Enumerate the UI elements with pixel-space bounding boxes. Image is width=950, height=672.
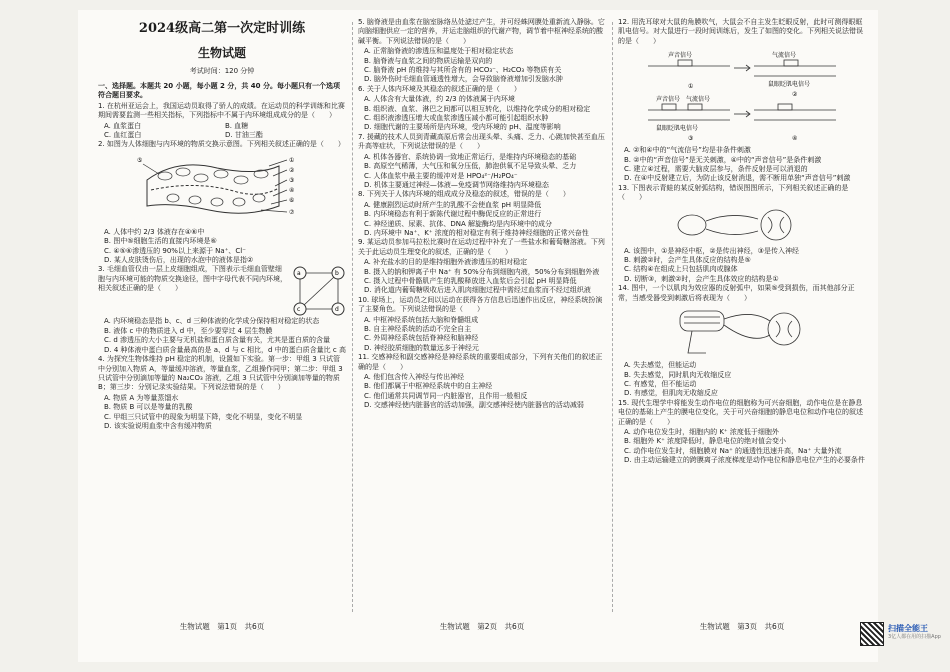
scanner-subtitle: 3亿人都在用的扫描App (888, 634, 941, 641)
page-footer: 生物试题 第2页 共6页 (439, 622, 525, 631)
node-label: b (335, 270, 339, 278)
diagram-label: ② (289, 166, 295, 174)
option: A. 物质 A 为等量蒸馏水 (104, 393, 179, 402)
option: D. 由主动运输建立的跨膜离子浓度梯度是动作电位和静息电位产生的必要条件 (624, 456, 865, 465)
signal-label: 鼠眼眨肌电信号 (656, 125, 699, 133)
scanner-label: 扫描全能王 (888, 624, 928, 633)
signal-label: 鼠眼眨肌电信号 (768, 81, 811, 89)
option: C. 动作电位发生时，细胞膜对 Na⁺ 的通透性迅速升高，Na⁺ 大量外流 (624, 446, 842, 455)
question-14: 14. 图中，一个以肌肉为效应器的反射弧中，如果⑤受到损伤，而其他部分正常，当感受器受到刺激后将表现为（ ） (618, 284, 855, 302)
option: D. 脑外伤时毛细血管通透性增大，会导致脑脊液增加引发脑水肿 (364, 75, 563, 84)
option: C. 神经递质、尿素、抗体、DNA 解旋酶均是内环境中的成分 (364, 219, 552, 228)
option: C. 他们通常共同调节同一内脏器官，且作用一般相反 (364, 391, 528, 400)
option: A. ②和④中的“气流信号”均是非条件刺激 (624, 146, 751, 155)
subject-title: 生物试题 (197, 46, 246, 60)
question-3: 3. 毛细血管仅由一层上皮细胞组成，下图表示毛细血管壁细胞与内环境可能的物质交换途径，图中字母代表不同内环境，相关叙述正确的是（ ） (98, 265, 287, 293)
option: C. 血红蛋白 (104, 131, 142, 140)
option: D. 该实验说明血浆中含有缓冲物质 (104, 421, 212, 430)
option: D. 内环境中 Na⁺、K⁺ 浓度的相对稳定有利于维持神经细胞的正常兴奋性 (364, 228, 589, 237)
diagram-label: ① (289, 156, 295, 164)
option: A. 该图中，①是神经中枢，②是传出神经，③是传入神经 (624, 246, 799, 255)
page-footer: 生物试题 第1页 共6页 (179, 622, 265, 631)
page-column-2 (358, 18, 606, 614)
option: C. 人体血浆中最主要的缓冲对是 HPO₄²⁻/H₂PO₄⁻ (364, 171, 518, 180)
diagram-label: ④ (289, 186, 295, 194)
exchange-diagram (292, 265, 346, 317)
option: A. 补充盐水的目的是维持细胞外液渗透压的相对稳定 (364, 258, 528, 267)
question-1-options (98, 122, 346, 131)
option: C. 摄入过程中骨骼肌产生的乳酸释放进入血浆后会引起 pH 明显降低 (364, 276, 577, 285)
diagram-label: ③ (289, 176, 295, 184)
question-7: 7. 援藏的技术人员到青藏高原后常会出现头晕、头痛、乏力、心跳加快甚至血压升高等症状，下列说法错误的是（ ） (358, 132, 605, 151)
option: C. 脑脊液 pH 的维持与其所含有的 HCO₃⁻、H₂CO₃ 等物质有关 (364, 66, 562, 75)
signal-label: 声音信号 (668, 52, 693, 60)
question-5: 5. 脑脊液是由血浆在脑室脉络丛处滤过产生，并可经蛛网膜处重新流入静脉。它向脑细胞供应一定的营养，并运走脑组织的代谢产物，调节着中枢神经系统的酸碱平衡。下列说法错误的是（ ） (358, 18, 605, 45)
option: C. 建立④过程，需要大脑皮层参与，条件反射是可以消退的 (624, 165, 808, 174)
question-13: 13. 下图表示青蛙的某反射弧结构，错误图图所示，下列相关叙述正确的是（ ） (618, 183, 849, 202)
option: C. ④⑤⑥渗透压的 90%以上来源于 Na⁺、Cl⁻ (104, 246, 246, 255)
option: C. 结构④在组成上只包括肌肉或腺体 (624, 265, 738, 274)
column-divider (352, 22, 353, 612)
option: B. 液体 c 中的物质进入 d 中，至少要穿过 4 层生物膜 (104, 326, 273, 335)
page-footer: 生物试题 第3页 共6页 (699, 622, 785, 631)
tissue-diagram (137, 152, 307, 226)
option: A. 失去感觉，但能运动 (624, 361, 697, 370)
node-label: a (297, 270, 301, 278)
question-8: 8. 下列关于人体内环境的组成成分及稳态的叙述，错误的是（ ） (358, 190, 570, 199)
option: A. 人体中约 2/3 体液存在④⑥中 (104, 227, 205, 236)
option: D. 神经胶质细胞的数量远多于神经元 (364, 343, 479, 352)
option: B. ②中的“声音信号”是无关刺激，④中的“声音信号”是条件刺激 (624, 155, 822, 164)
question-12: 12. 用洗耳球对大鼠的角膜吹气，大鼠会不自主发生眨眼反射，此时可测得眼眶肌电信号。对大鼠进行一段时间训练后，发生了如图的变化。下列相关说法错误的是（ ） (618, 18, 863, 45)
option: D. 某人皮肤烫伤后，出现的水泡中的液体是指② (104, 256, 254, 265)
option: B. 高原空气稀薄，大气压和氧分压低，肺泡供氧不足导致头晕、乏力 (364, 162, 577, 171)
option: D. 4 种体液中蛋白质含量最高的是 a、d 与 c 相比，d 中的蛋白质含量比 c 高 (104, 345, 346, 354)
option: C. 外周神经系统包括脊神经和脑神经 (364, 334, 479, 343)
signal-label: 声音信号 (656, 96, 681, 104)
option: C. 有感觉，但不能运动 (624, 379, 697, 388)
option: D. 有感觉，但肌肉无收缩反应 (624, 389, 718, 398)
option: A. 内环境稳态是指 b、c、d 三种体液的化学成分保持相对稳定的状态 (104, 317, 320, 326)
option: B. 脑脊液与血浆之间的物质运输是双向的 (364, 56, 493, 65)
option: B. 自主神经系统的活动不完全自主 (364, 325, 472, 333)
option: C. 组织液渗透压增大或血浆渗透压减小都可能引起组织水肿 (364, 114, 549, 123)
question-1: 1. 在杭州亚运会上，我国运动员取得了骄人的成绩。在运动员的科学训练和比赛期间需要监测一些相关指标，下列指标中不属于内环境组成成分的是（ ） (98, 101, 345, 120)
diagram-label: ⑦ (289, 208, 295, 216)
option: B. 组织液、血浆、淋巴之间都可以相互转化，以维持化学成分的相对稳定 (364, 104, 591, 113)
option: D. 交感神经使内脏器官的活动加强，副交感神经使内脏器官的活动减弱 (364, 401, 584, 410)
panel-number: ④ (792, 135, 798, 143)
option: B. 图中⑤细胞生活的直接内环境是⑥ (104, 237, 217, 246)
frog-reflex-arc-diagram (672, 205, 812, 245)
option: C. 甲组三只试管中的现象为明显下降，变化不明显，变化不明显 (104, 412, 303, 421)
question-4: 4. 为探究生物体维持 pH 稳定的机制，设置如下实验。第一步：甲组 3 只试管中分别加入物质 A，等量缓冲溶液，等量血浆，乙组操作同甲；第二步：甲组 3 只试管中分别滴加等量的 Na₂CO₃ 溶液，乙组 3 只试管中分别滴加等量的物质 B；第三步：分别记录实验结果。下列说法错误的是（ ） (98, 355, 343, 392)
scanner-watermark (888, 624, 941, 643)
option: A. 健康剧烈运动时所产生的乳酸不会使血浆 pH 明显降低 (364, 200, 542, 209)
option: A. 中枢神经系统包括大脑和脊髓组成 (364, 315, 479, 324)
option: B. 他们都属于中枢神经系统中的自主神经 (364, 382, 493, 391)
option: B. 摄入的钠和钾离子中 Na⁺ 有 50%分布到细胞内液，50%分布到细胞外液 (364, 267, 600, 276)
option: A. 他们包含传入神经与传出神经 (364, 373, 465, 382)
diagram-label: ⑥ (289, 196, 295, 204)
option: B. 物质 B 可以是等量的乳酸 (104, 403, 193, 412)
exam-time: 考试时间：120 分钟 (189, 67, 255, 75)
question-3-row (98, 265, 346, 317)
question-11: 11. 交感神经和副交感神经是神经系统的重要组成部分，下列有关他们的叙述正确的是（ ） (358, 353, 603, 371)
option: D. 消化道内葡萄糖吸收后进入肌肉细胞过程中需经过血浆而不经过组织液 (364, 286, 591, 295)
question-2: 2. 如图为人体细胞与内环境的物质交换示意图。下列相关叙述正确的是（ ） (98, 140, 345, 149)
option: B. 细胞外 K⁺ 浓度降低时，静息电位的绝对值会变小 (624, 437, 786, 446)
section-heading: 一、选择题。本题共 20 小题，每小题 2 分，共 40 分。每小题只有一个选项符合题目要求。 (98, 82, 340, 100)
option: A. 人体含有大量体液，约 2/3 的体液属于内环境 (364, 95, 515, 104)
node-label: c (297, 306, 301, 314)
column-divider (612, 22, 613, 612)
option: D. 机体主要通过神经—体液—免疫调节网络维持内环境稳态 (364, 180, 549, 189)
page-column-1 (98, 18, 346, 614)
option: D. 切断③，刺激②时，会产生具体效应的结构是① (624, 274, 779, 283)
signal-label: 气流信号 (772, 52, 797, 60)
option: D. 细胞代谢的主要场所是内环境，受内环境的 pH、温度等影响 (364, 123, 561, 132)
option: D. 在④中反射建立后，为防止该反射消退，需不断用单独“声音信号”刺激 (624, 174, 851, 183)
option: A. 正常脑脊液的渗透压和温度处于相对稳定状态 (364, 47, 514, 56)
question-9: 9. 某运动员参加马拉松比赛时在运动过程中补充了一些盐水和葡萄糖溶液。下列关于此运动员生理变化的叙述，正确的是（ ） (358, 238, 605, 256)
reflex-signal-diagram (642, 48, 842, 144)
signal-label: 气流信号 (686, 96, 711, 104)
question-15: 15. 现代生理学中将能发生动作电位的细胞称为可兴奋细胞，动作电位是在静息电位的基础上产生的膜电位变化，关于可兴奋细胞的静息电位和动作电位的叙述正确的是（ ） (618, 398, 863, 426)
option: A. 机体各器官、系统协调一致地正常运行，是维持内环境稳态的基础 (364, 152, 577, 161)
panel-number: ③ (688, 135, 694, 143)
muscle-reflex-diagram (672, 305, 812, 359)
panel-number: ② (792, 91, 798, 99)
qr-code-icon (860, 622, 884, 646)
option: A. 动作电位发生时，细胞内的 K⁺ 浓度低于细胞外 (624, 427, 779, 436)
option: D. 甘油三酯 (225, 131, 263, 140)
panel-number: ① (688, 83, 694, 91)
option: B. 血糖 (225, 121, 249, 130)
option: A. 血浆蛋白 (104, 121, 142, 130)
diagram-label: ⑤ (137, 156, 143, 164)
option: C. d 渗透压的大小主要与无机盐和蛋白质含量有关，尤其是蛋白质的含量 (104, 336, 331, 345)
exam-title: 2024级高二第一次定时训练 (138, 21, 306, 36)
page-column-3 (618, 18, 866, 614)
question-10: 10. 球场上，运动员之间以运动在获得各方信息后迅速作出反应，神经系统扮演了主要角色。下列说法错误的是（ ） (358, 295, 603, 314)
question-6: 6. 关于人体内环境及其稳态的叙述正确的是（ ） (358, 84, 521, 93)
option: B. 刺激②时，会产生具体反应的结构是⑤ (624, 256, 751, 265)
node-label: d (335, 306, 339, 314)
option: B. 内环境稳态有利于新陈代谢过程中酶促反应的正常进行 (364, 210, 542, 219)
option: B. 失去感觉，同时肌肉无收缩反应 (624, 370, 732, 379)
